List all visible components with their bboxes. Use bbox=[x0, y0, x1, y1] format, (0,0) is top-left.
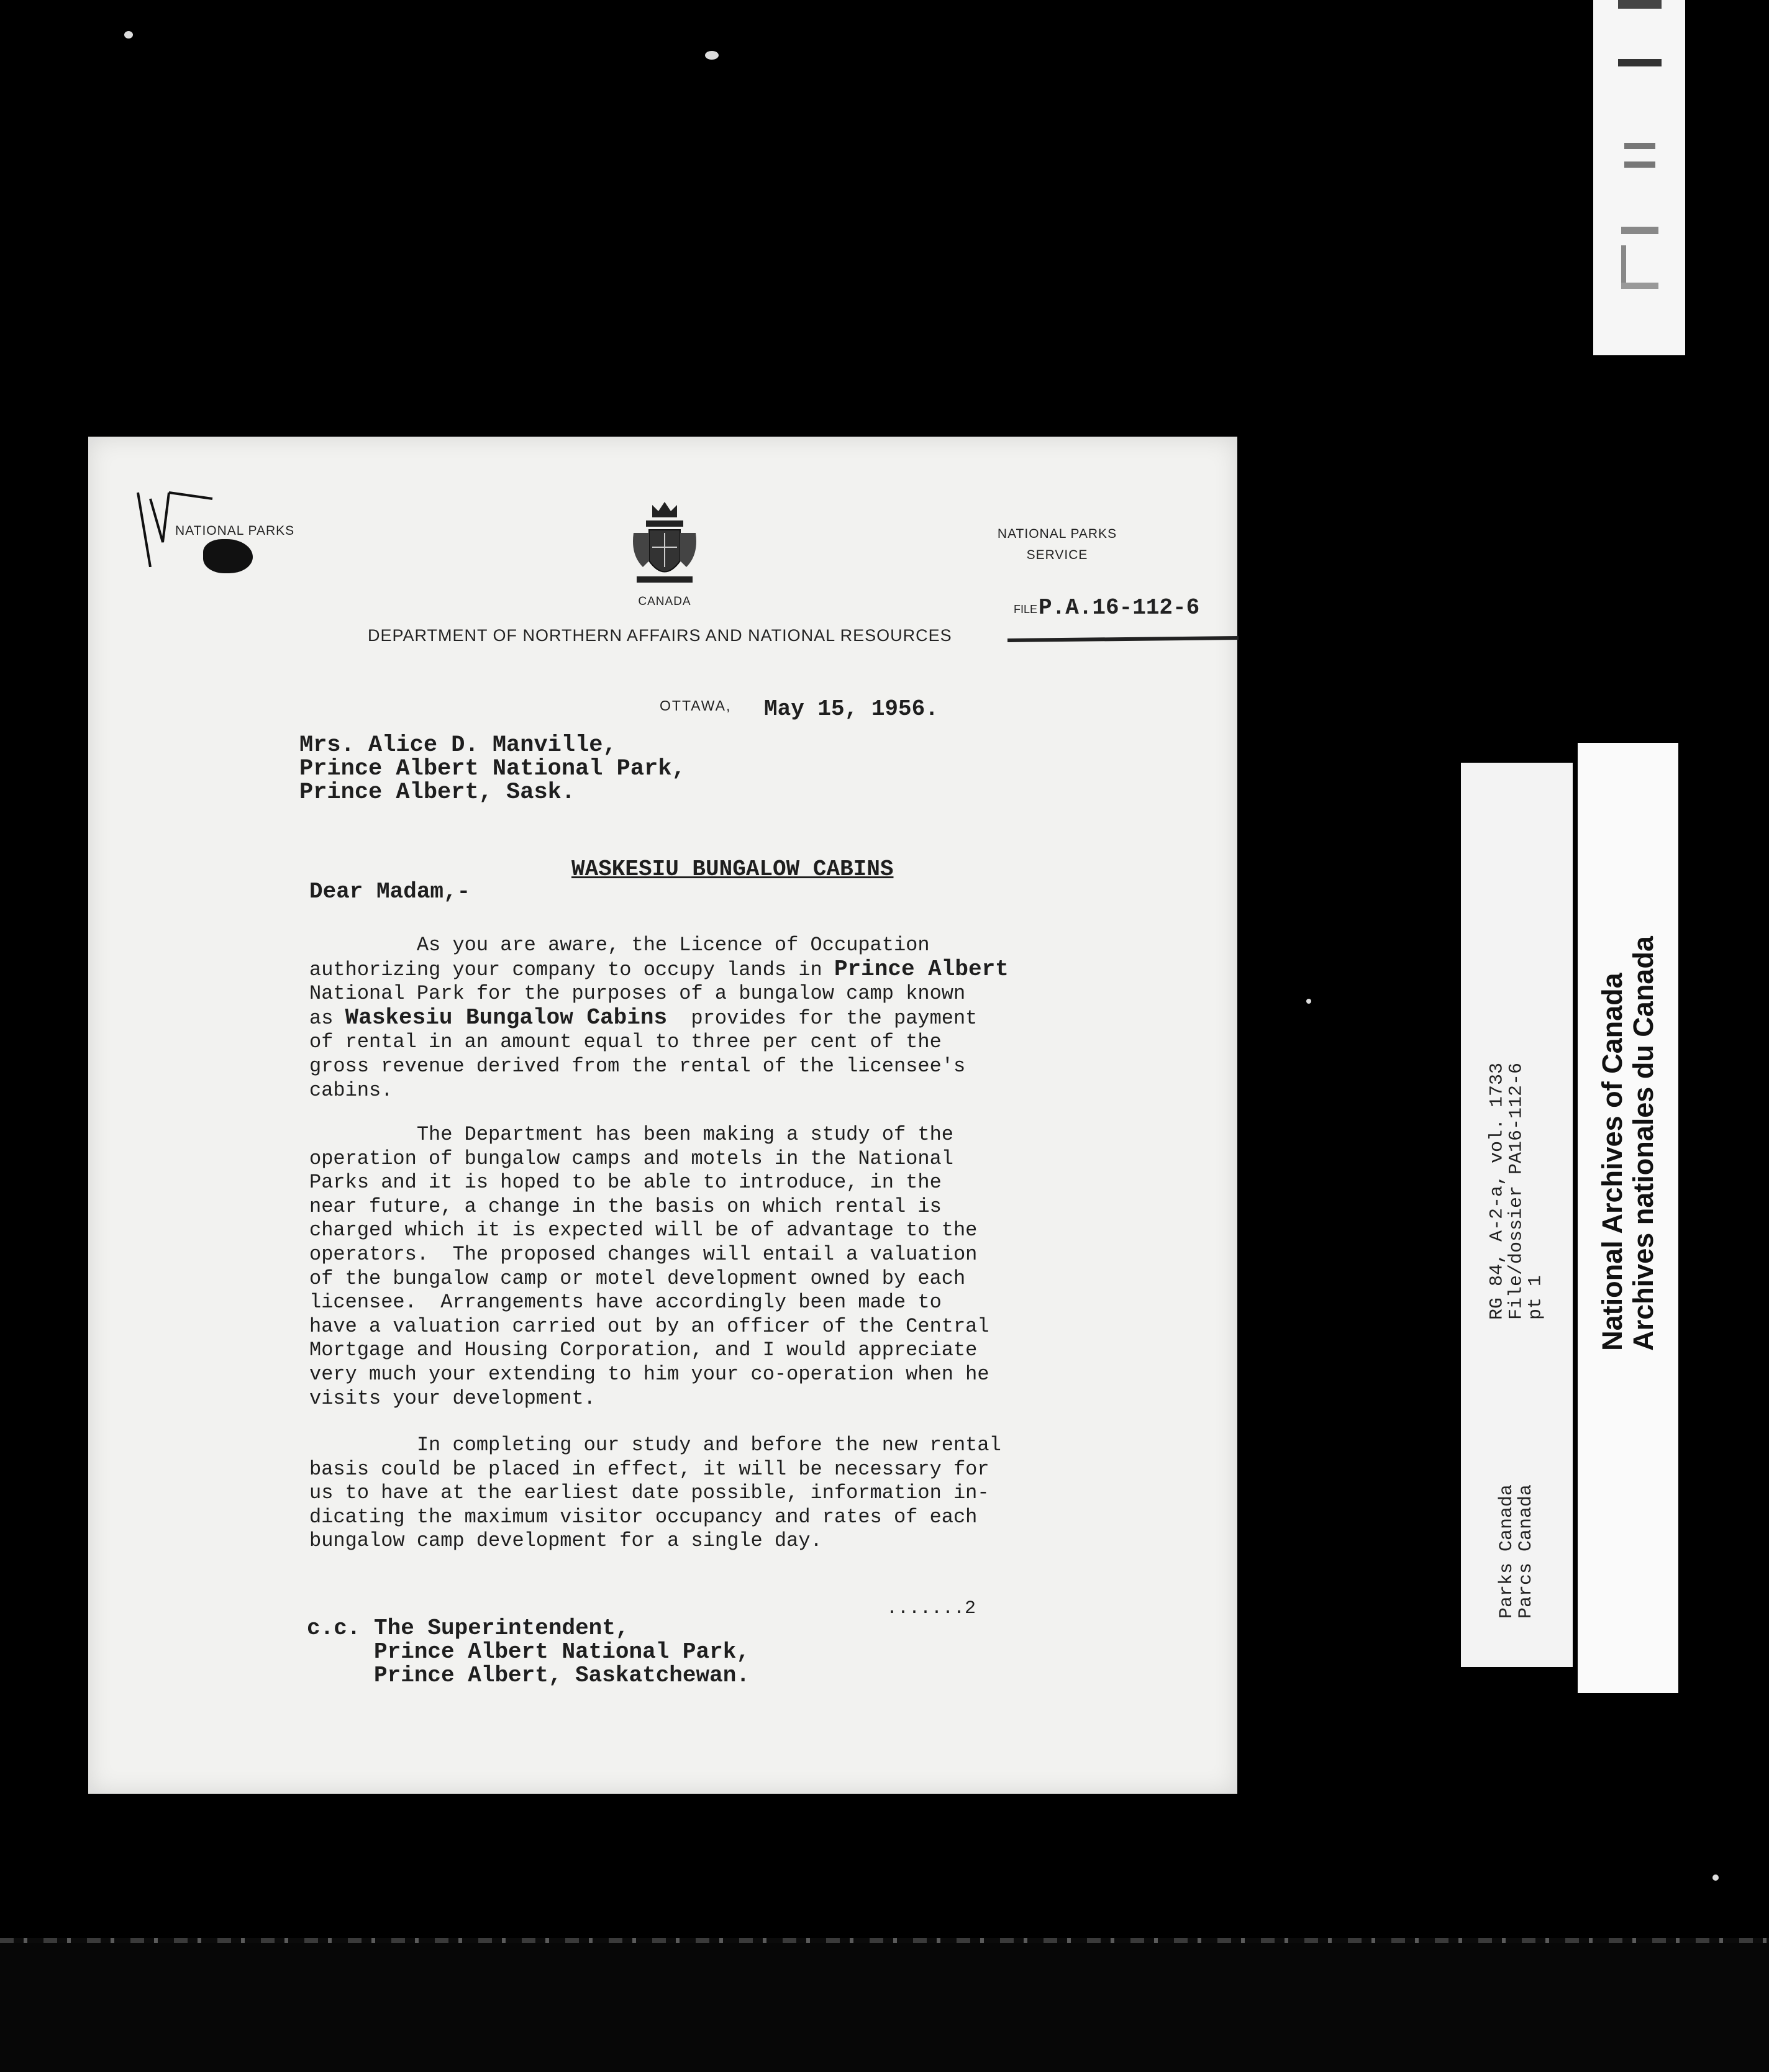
recipient-name: Mrs. Alice D. Manville, bbox=[299, 732, 617, 758]
canada-coat-of-arms bbox=[627, 499, 702, 592]
dateline-city: OTTAWA, bbox=[660, 697, 732, 714]
recipient-address bbox=[299, 734, 686, 804]
film-edge-band bbox=[0, 1938, 1769, 2072]
national-archives-label bbox=[1578, 743, 1678, 1693]
letterhead-left-service: NATIONAL PARKS bbox=[175, 524, 295, 538]
dust-speck bbox=[705, 51, 719, 60]
dust-speck bbox=[1712, 1874, 1719, 1881]
p1-business-name: Waskesiu Bungalow Cabins bbox=[345, 1004, 668, 1030]
paragraph-3: In completing our study and before the new rental basis could be placed in effect, it will be necessary for us to have at the earliest date possible, information in- dicating the maximum visitor occupancy and rates of each bungalow camp development for a single day. bbox=[309, 1434, 1001, 1553]
recipient-line3: Prince Albert, Sask. bbox=[299, 779, 576, 806]
p1-place-name: Prince Albert bbox=[834, 956, 1009, 982]
letter-date: May 15, 1956. bbox=[764, 696, 939, 722]
archival-reference-label bbox=[1461, 763, 1573, 1667]
frame-number-marks bbox=[1612, 0, 1668, 348]
p1-line5: of rental in an amount equal to three per cent of the bbox=[309, 1030, 942, 1054]
p1-line7: cabins. bbox=[309, 1078, 393, 1102]
p1-line3: National Park for the purposes of a bungalow camp known bbox=[309, 982, 966, 1006]
letterhead-right-service bbox=[989, 524, 1126, 566]
agency-name: Parks Canada Parcs Canada bbox=[1496, 1484, 1537, 1619]
file-number: P.A.16-112-6 bbox=[1039, 595, 1200, 620]
letter-page bbox=[88, 437, 1237, 1794]
carbon-copy-block: c.c. The Superintendent, Prince Albert National Park, Prince Albert, Saskatchewan. bbox=[307, 1615, 750, 1688]
frame-number-label bbox=[1593, 0, 1685, 355]
archival-reference: RG 84, A-2-a, vol. 1733 File/dossier PA16-112-6 pt 1 bbox=[1486, 1062, 1547, 1320]
paragraph-2: The Department has been making a study of the operation of bungalow camps and motels in the National Parks and it is hoped to be able to introduce, in the near future, a change in the basis on which rental is charged which it is expected will be of advantage to the operators. The proposed changes will entail a valuation of the bungalow camp or motel development owned by each licensee. Arrangements have accordingly been made to have a valuation carried out by an officer of the Central Mortgage and Housing Corporation, and I would appreciate very much your extending to him your co-operation when he visits your development. bbox=[309, 1123, 989, 1410]
dust-speck bbox=[1306, 999, 1311, 1004]
file-underline bbox=[1007, 636, 1239, 642]
right-service-line1: NATIONAL PARKS bbox=[997, 527, 1117, 541]
p1-line4a: as bbox=[309, 1006, 345, 1030]
p1-line4c: provides for the payment bbox=[667, 1006, 978, 1030]
p1-line2a: authorizing your company to occupy lands in bbox=[309, 958, 834, 981]
salutation: Dear Madam,- bbox=[309, 879, 471, 904]
department-name: DEPARTMENT OF NORTHERN AFFAIRS AND NATIONAL RESOURCES bbox=[368, 626, 952, 645]
paragraph-1 bbox=[309, 934, 1142, 1102]
p1-line6: gross revenue derived from the rental of the licensee's bbox=[309, 1054, 966, 1078]
recipient-line2: Prince Albert National Park, bbox=[299, 756, 686, 782]
ink-blot bbox=[203, 539, 253, 573]
subject-line: WASKESIU BUNGALOW CABINS bbox=[571, 857, 894, 882]
crest-caption: CANADA bbox=[638, 595, 691, 608]
file-label: FILE bbox=[1014, 603, 1038, 616]
p1-line1: As you are aware, the Licence of Occupation bbox=[309, 934, 930, 956]
dust-speck bbox=[124, 31, 133, 39]
page-continuation: .......2 bbox=[886, 1598, 976, 1619]
national-archives-name: National Archives of Canada Archives nationales du Canada bbox=[1596, 936, 1659, 1351]
right-service-line2: SERVICE bbox=[1026, 548, 1088, 562]
